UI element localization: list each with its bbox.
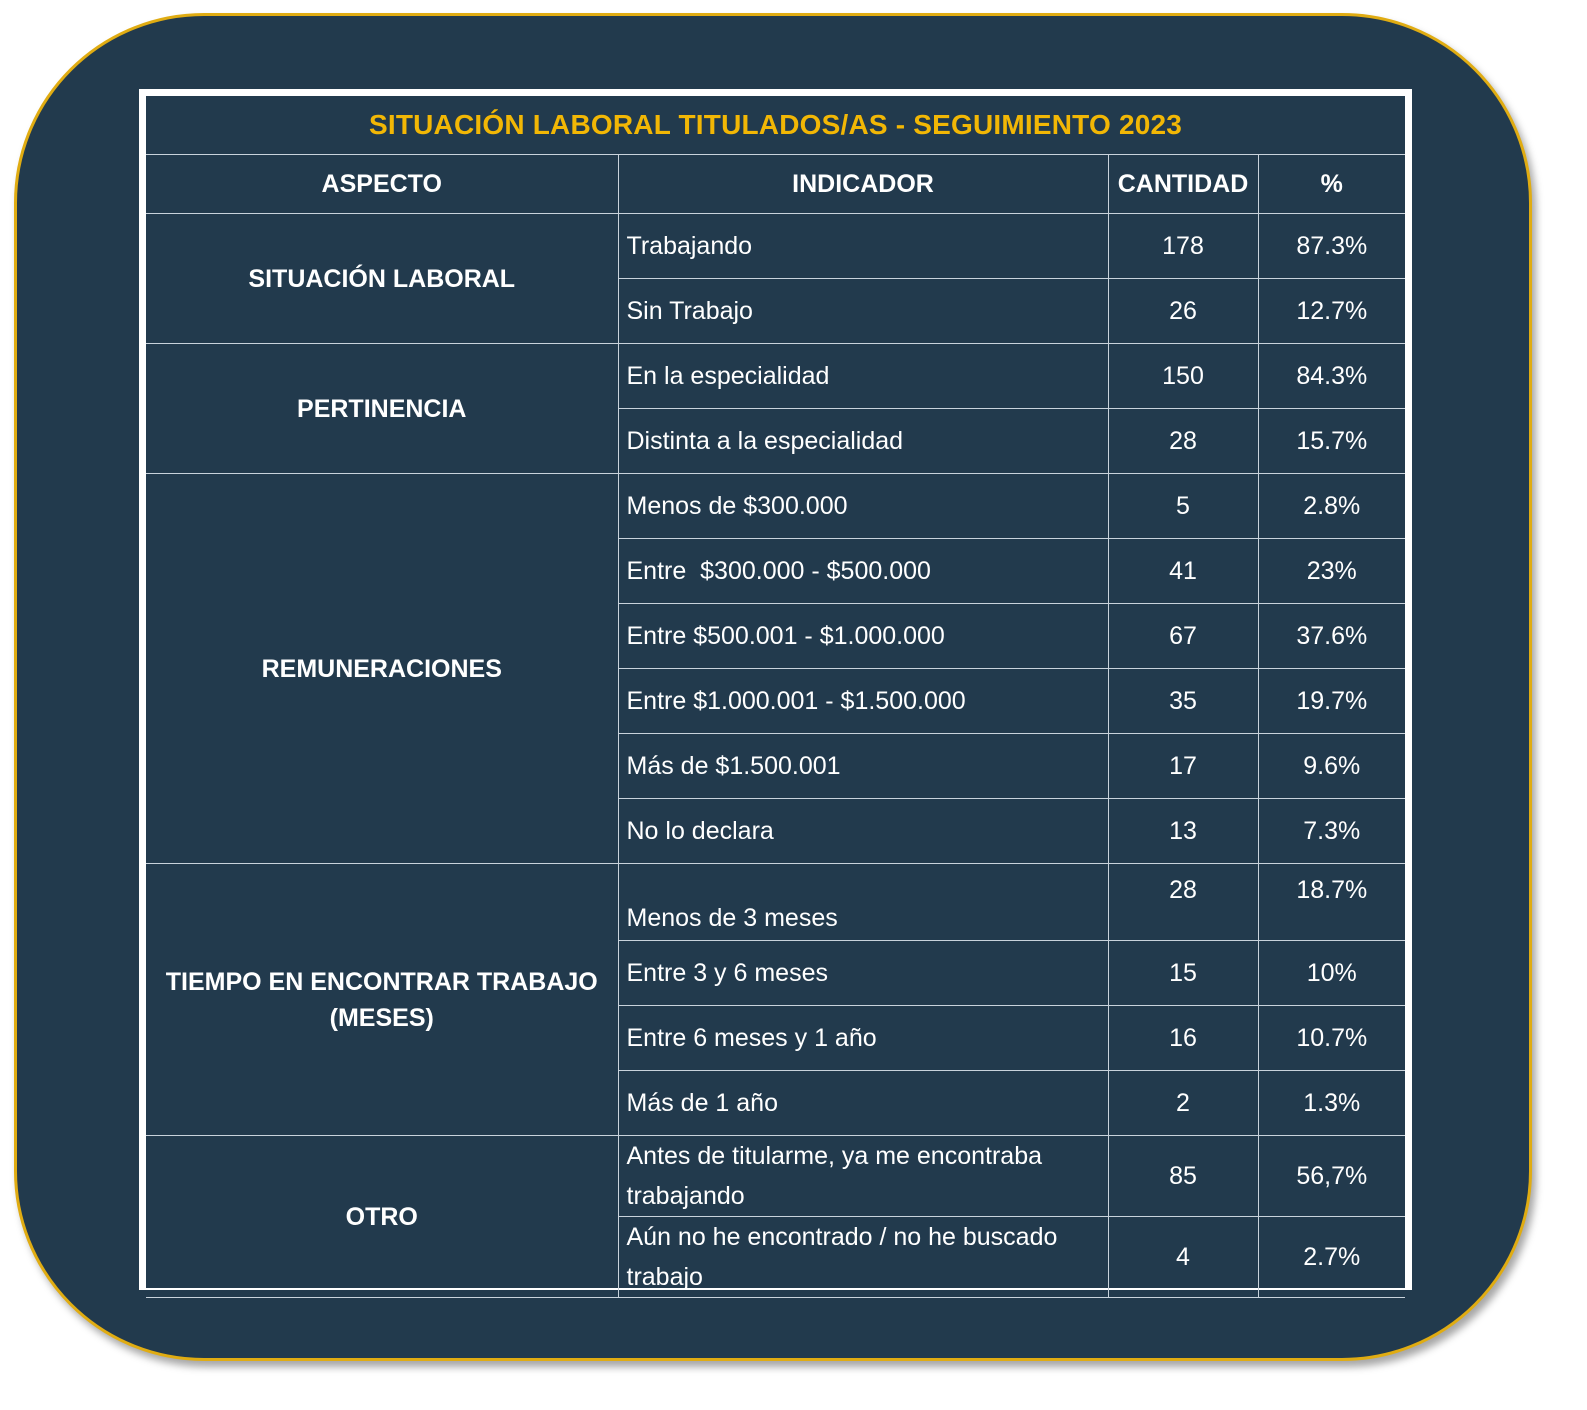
count-cell: 17	[1108, 734, 1258, 799]
header-indicador: INDICADOR	[618, 155, 1108, 214]
percent-cell: 7.3%	[1258, 799, 1405, 864]
indicator-cell: Aún no he encontrado / no he buscado trabajo	[618, 1217, 1108, 1298]
count-cell: 67	[1108, 604, 1258, 669]
percent-cell: 12.7%	[1258, 279, 1405, 344]
indicator-cell: Sin Trabajo	[618, 279, 1108, 344]
header-porcentaje: %	[1258, 155, 1405, 214]
count-cell: 16	[1108, 1006, 1258, 1071]
indicator-cell: Distinta a la especialidad	[618, 409, 1108, 474]
count-cell: 85	[1108, 1136, 1258, 1217]
table-row	[146, 214, 1405, 279]
percent-cell: 23%	[1258, 539, 1405, 604]
indicator-cell: Entre $1.000.001 - $1.500.000	[618, 669, 1108, 734]
count-cell: 35	[1108, 669, 1258, 734]
percent-cell: 37.6%	[1258, 604, 1405, 669]
count-cell: 15	[1108, 941, 1258, 1006]
count-cell: 13	[1108, 799, 1258, 864]
table-row	[146, 344, 1405, 409]
percent-cell: 2.8%	[1258, 474, 1405, 539]
count-cell: 4	[1108, 1217, 1258, 1298]
percent-cell: 2.7%	[1258, 1217, 1405, 1298]
aspect-situacion-laboral: SITUACIÓN LABORAL	[146, 214, 618, 344]
count-cell: 41	[1108, 539, 1258, 604]
percent-cell: 18.7%	[1258, 864, 1405, 941]
indicator-cell: Más de 1 año	[618, 1071, 1108, 1136]
count-cell: 150	[1108, 344, 1258, 409]
percent-cell: 84.3%	[1258, 344, 1405, 409]
count-cell: 5	[1108, 474, 1258, 539]
indicator-cell: Entre 6 meses y 1 año	[618, 1006, 1108, 1071]
indicator-cell: Entre $500.001 - $1.000.000	[618, 604, 1108, 669]
aspect-tiempo-encontrar-trabajo: TIEMPO EN ENCONTRAR TRABAJO (MESES)	[146, 864, 618, 1136]
percent-cell: 15.7%	[1258, 409, 1405, 474]
indicator-cell: Trabajando	[618, 214, 1108, 279]
indicator-cell: Antes de titularme, ya me encontraba trabajando	[618, 1136, 1108, 1217]
aspect-pertinencia: PERTINENCIA	[146, 344, 618, 474]
percent-cell: 56,7%	[1258, 1136, 1405, 1217]
indicator-cell: Entre $300.000 - $500.000	[618, 539, 1108, 604]
percent-cell: 87.3%	[1258, 214, 1405, 279]
count-cell: 2	[1108, 1071, 1258, 1136]
header-row	[146, 155, 1405, 214]
percent-cell: 19.7%	[1258, 669, 1405, 734]
percent-cell: 10.7%	[1258, 1006, 1405, 1071]
count-cell: 26	[1108, 279, 1258, 344]
indicator-cell: Menos de 3 meses	[618, 864, 1108, 941]
percent-cell: 9.6%	[1258, 734, 1405, 799]
indicator-cell: Entre 3 y 6 meses	[618, 941, 1108, 1006]
percent-cell: 10%	[1258, 941, 1405, 1006]
percent-cell: 1.3%	[1258, 1071, 1405, 1136]
count-cell: 28	[1108, 409, 1258, 474]
indicator-cell: No lo declara	[618, 799, 1108, 864]
indicator-cell: En la especialidad	[618, 344, 1108, 409]
aspect-remuneraciones: REMUNERACIONES	[146, 474, 618, 864]
table-row	[146, 1136, 1405, 1217]
indicator-cell: Menos de $300.000	[618, 474, 1108, 539]
table-title: SITUACIÓN LABORAL TITULADOS/AS - SEGUIMIENTO 2023	[146, 96, 1405, 155]
employment-status-table	[146, 96, 1405, 1298]
table-row	[146, 864, 1405, 941]
aspect-otro: OTRO	[146, 1136, 618, 1298]
table-row	[146, 474, 1405, 539]
count-cell: 178	[1108, 214, 1258, 279]
header-aspecto: ASPECTO	[146, 155, 618, 214]
header-cantidad: CANTIDAD	[1108, 155, 1258, 214]
count-cell: 28	[1108, 864, 1258, 941]
indicator-cell: Más de $1.500.001	[618, 734, 1108, 799]
table-frame	[139, 89, 1412, 1290]
